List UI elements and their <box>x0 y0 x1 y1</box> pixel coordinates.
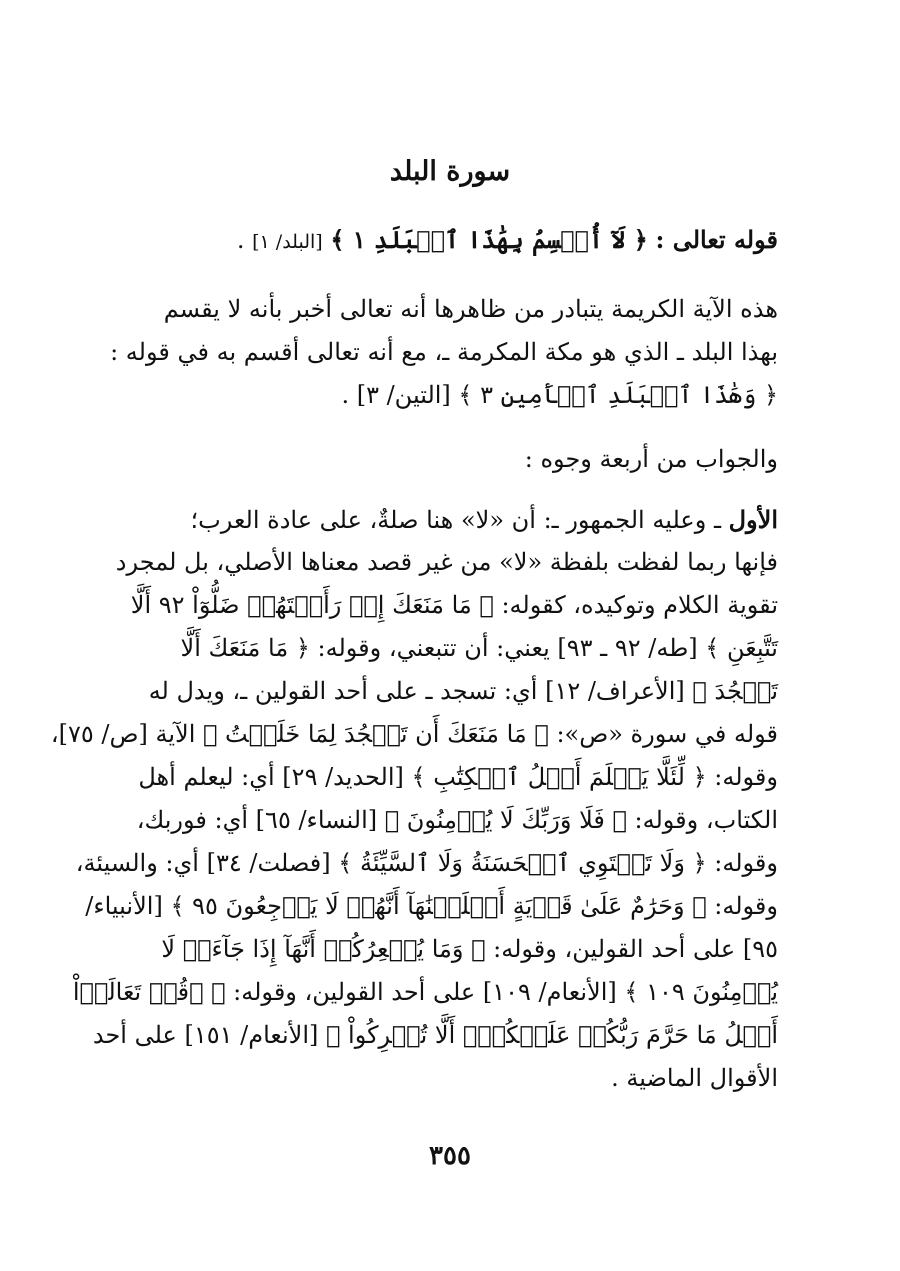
paragraph-line <box>128 498 778 541</box>
paragraph-answer-intro <box>128 438 778 481</box>
page-number: ٣٥٥ <box>429 1141 471 1171</box>
paragraph-line: ﴿ وَهَٰذَا ٱلۡبَلَدِ ٱلۡأَمِينِ ٣ ﴾ [التين/ ٣] . <box>341 381 778 409</box>
paragraph-line: وقوله: ﴿ وَحَرَٰمٌ عَلَىٰ قَرۡيَةٍ أَهۡلَكۡنَٰهَآ أَنَّهُمۡ لَا يَرۡجِعُونَ ٩٥ ﴾ [الأنبياء/ <box>85 892 778 920</box>
quran-verse: ﴿ لَآ أُقۡسِمُ بِهَٰذَا ٱلۡبَلَدِ ١ ﴾ <box>330 225 648 254</box>
verse-end-mark: . <box>236 226 245 254</box>
paragraph-line: الكتاب، وقوله: ﴿ فَلَا وَرَبِّكَ لَا يُؤۡمِنُونَ ﴾ [النساء/ ٦٥] أي: فوربك، <box>136 806 778 834</box>
paragraph-line: يُؤۡمِنُونَ ١٠٩ ﴾ [الأنعام/ ١٠٩] على أحد القولين، وقوله: ﴿ ۞قُلۡ تَعَالَوۡاْ <box>72 978 778 1006</box>
paragraph-line: فإنها ربما لفظت بلفظة «لا» من غير قصد معناها الأصلي، بل لمجرد <box>115 548 778 576</box>
paragraph-line: أَتۡلُ مَا حَرَّمَ رَبُّكُمۡ عَلَيۡكُمۡۖ أَلَّا تُشۡرِكُواْ ﴾ [الأنعام/ ١٥١] على أحد <box>92 1021 778 1049</box>
paragraph-line: بهذا البلد ـ الذي هو مكة المكرمة ـ، مع أنه تعالى أقسم به في قوله : <box>110 338 778 366</box>
verse-header <box>128 218 778 261</box>
first-answer-text: ـ وعليه الجمهور ـ: أن «لا» هنا صلةٌ، على عادة العرب؛ <box>190 506 721 534</box>
paragraph-line: تَسۡجُدَ ﴾ [الأعراف/ ١٢] أي: تسجد ـ على أحد القولين ـ، ويدل له <box>148 677 778 705</box>
paragraph-line: ٩٥] على أحد القولين، وقوله: ﴿ وَمَا يُشۡعِرُكُمۡ أَنَّهَآ إِذَا جَآءَتۡ لَا <box>161 935 778 963</box>
paragraph-line: تَتَّبِعَنِ ﴾ [طه/ ٩٢ ـ ٩٣] يعني: أن تتبعني، وقوله: ﴿ مَا مَنَعَكَ أَلَّا <box>180 634 778 662</box>
verse-intro: قوله تعالى : <box>655 225 778 254</box>
paragraph-first-answer <box>50 498 778 1100</box>
paragraph-line: هذه الآية الكريمة يتبادر من ظاهرها أنه تعالى أخبر بأنه لا يقسم <box>163 295 778 323</box>
paragraph-line: الأقوال الماضية . <box>611 1064 778 1092</box>
paragraph-line: تقوية الكلام وتوكيده، كقوله: ﴿ مَا مَنَعَكَ إِذۡ رَأَيۡتَهُمۡ ضَلُّوٓاْ ٩٢ أَلَّا <box>130 591 778 619</box>
page-title: سورة البلد <box>389 156 511 187</box>
first-answer-lead: الأول <box>728 505 778 534</box>
paragraph-intro <box>110 288 778 417</box>
verse-header-line <box>128 218 778 261</box>
verse-reference: [البلد/ ١] <box>252 231 323 253</box>
paragraph-line: قوله في سورة «ص»: ﴿ مَا مَنَعَكَ أَن تَسۡجُدَ لِمَا خَلَقۡتُ ﴾ الآية [ص/ ٧٥]، <box>50 720 778 748</box>
paragraph-line: وقوله: ﴿ وَلَا تَسۡتَوِي ٱلۡحَسَنَةُ وَلَا ٱلسَّيِّئَةُ ﴾ [فصلت/ ٣٤] أي: والسيئة، <box>75 849 778 877</box>
paragraph-line: وقوله: ﴿ لِّئَلَّا يَعۡلَمَ أَهۡلُ ٱلۡكِتَٰبِ ﴾ [الحديد/ ٢٩] أي: ليعلم أهل <box>138 763 778 791</box>
paragraph-line: والجواب من أربعة وجوه : <box>524 445 778 473</box>
